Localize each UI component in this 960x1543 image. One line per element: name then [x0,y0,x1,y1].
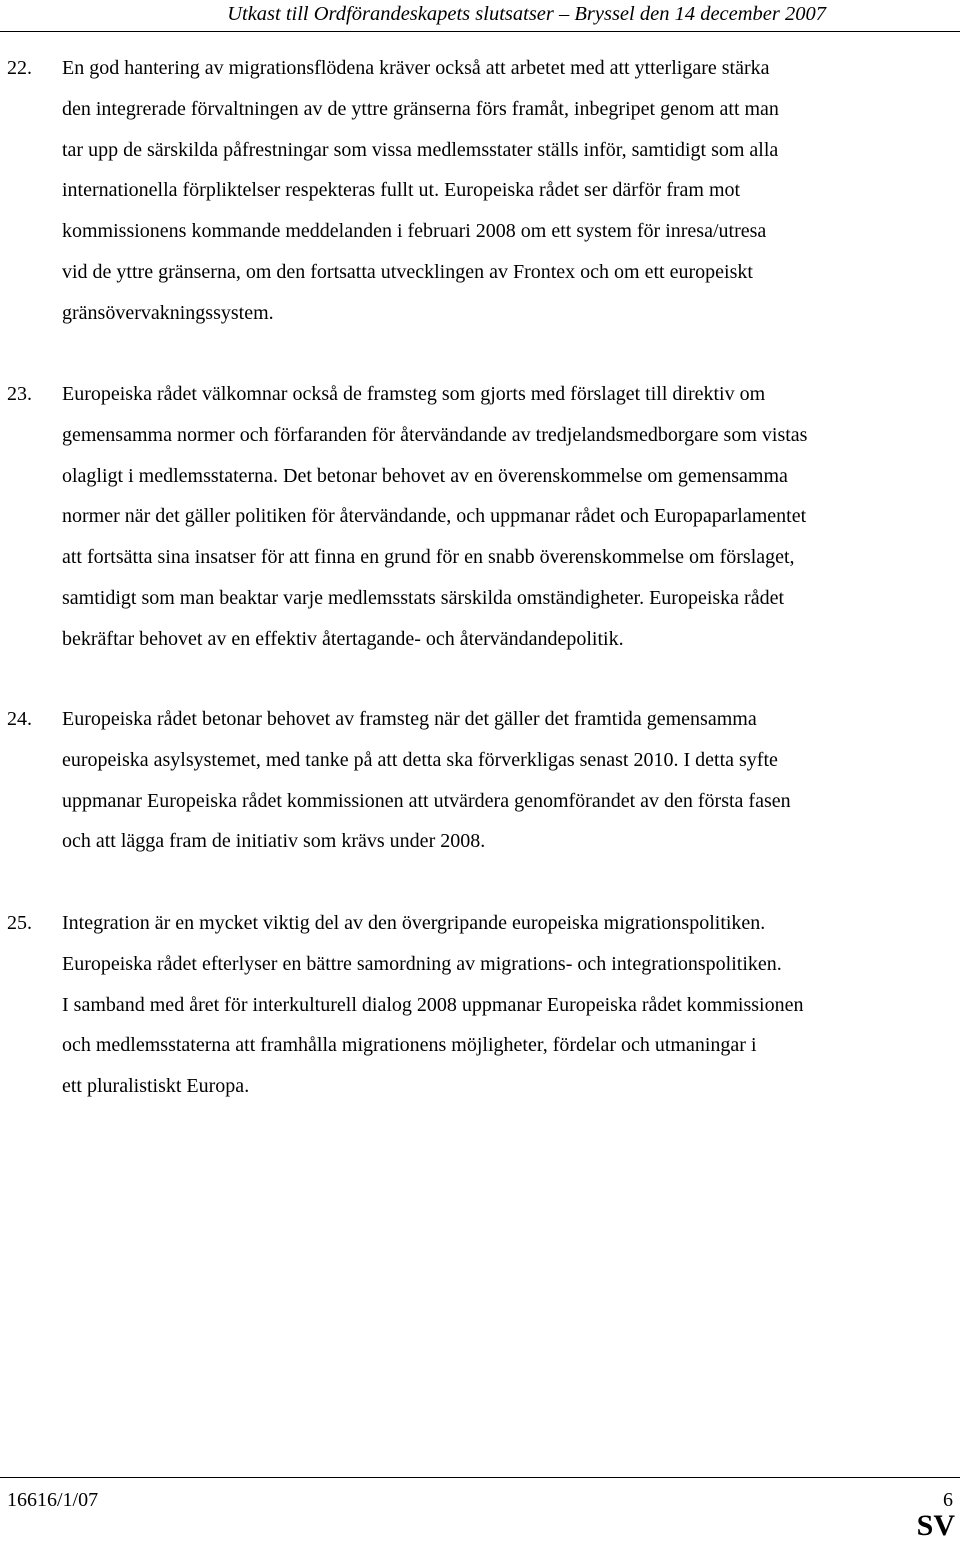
text-line: samtidigt som man beaktar varje medlemsstats särskilda omständigheter. Europeiska rådet [62,586,785,609]
text-line: den integrerade förvaltningen av de yttre gränserna förs framåt, inbegripet genom att man [62,97,779,120]
paragraph-number: 23. [7,383,32,405]
text-line: Europeiska rådet betonar behovet av framsteg när det gäller det framtida gemensamma [62,708,757,730]
footer-language-code: SV [916,1509,955,1542]
text-line: I samband med året för interkulturell dialog 2008 uppmanar Europeiska rådet kommissionen [62,993,804,1016]
paragraph-number: 24. [7,708,32,730]
text-line: gemensamma normer och förfaranden för återvändande av tredjelandsmedborgare som vistas [62,423,808,446]
text-line: Integration är en mycket viktig del av den övergripande europeiska migrationspolitiken. [62,912,766,934]
text-line: Europeiska rådet efterlyser en bättre samordning av migrations- och integrationspolitiken. [62,952,782,975]
text-line: tar upp de särskilda påfrestningar som vissa medlemsstater ställs inför, samtidigt som alla [62,138,779,161]
text-line: vid de yttre gränserna, om den fortsatta utvecklingen av Frontex och om ett europeiskt [62,260,753,283]
text-line: att fortsätta sina insatser för att finna en grund för en snabb överenskommelse om förslaget, [62,546,795,569]
paragraph-body [62,903,952,1107]
text-line: Europeiska rådet välkomnar också de framsteg som gjorts med förslaget till direktiv om [62,383,766,405]
paragraph-number: 25. [7,912,32,934]
text-line: ett pluralistiskt Europa. [62,1075,250,1098]
paragraph-body [62,699,952,862]
footer-page-number: 6 [943,1489,953,1511]
text-line: uppmanar Europeiska rådet kommissionen att utvärdera genomförandet av den första fasen [62,789,791,812]
text-line: bekräftar behovet av en effektiv återtagande- och återvändandepolitik. [62,627,624,650]
text-line: normer när det gäller politiken för återvändande, och uppmanar rådet och Europaparlamentet [62,505,807,528]
text-line: europeiska asylsystemet, med tanke på att detta ska förverkligas senast 2010. I detta syfte [62,748,778,771]
text-line: En god hantering av migrationsflödena kräver också att arbetet med att ytterligare stärka [62,57,770,79]
paragraph-body [62,374,952,660]
text-line: olagligt i medlemsstaterna. Det betonar behovet av en överenskommelse om gemensamma [62,464,788,487]
paragraph-number: 22. [7,57,32,79]
text-line: gränsövervakningssystem. [62,301,274,324]
footer-divider [0,1477,960,1478]
page-header-title: Utkast till Ordförandeskapets slutsatser – Bryssel den 14 december 2007 [227,3,826,25]
header-divider [0,31,960,32]
text-line: och medlemsstaterna att framhålla migrationens möjligheter, fördelar och utmaningar i [62,1034,757,1057]
paragraph-body [62,48,952,334]
text-line: kommissionens kommande meddelanden i februari 2008 om ett system för inresa/utresa [62,220,767,243]
text-line: internationella förpliktelser respekteras fullt ut. Europeiska rådet ser därför fram mot [62,179,741,202]
footer-document-number: 16616/1/07 [7,1489,99,1511]
text-line: och att lägga fram de initiativ som krävs under 2008. [62,830,486,853]
